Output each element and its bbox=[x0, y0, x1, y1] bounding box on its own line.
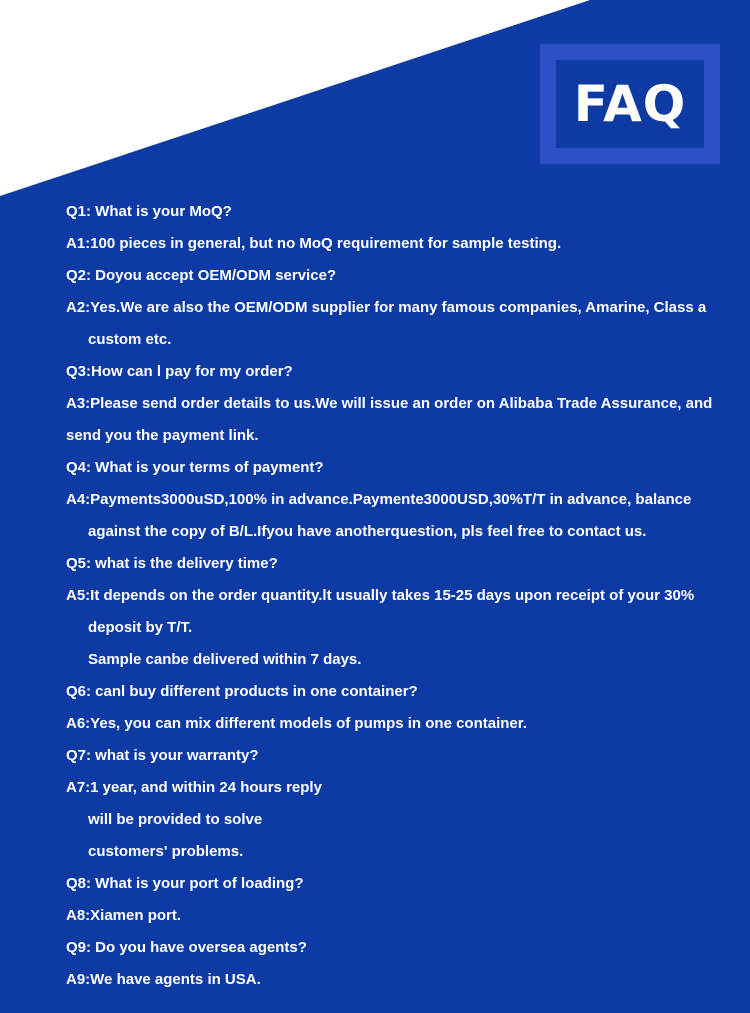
answer-5: A5:It depends on the order quantity.lt usually takes 15-25 days upon receipt of your 30% bbox=[66, 587, 695, 604]
question-6: Q6: canl buy different products in one container? bbox=[66, 683, 418, 700]
faq-title: FAQ bbox=[573, 75, 687, 133]
question-5: Q5: what is the delivery time? bbox=[66, 555, 278, 572]
faq-badge-inner bbox=[556, 60, 704, 148]
answer-1: A1:100 pieces in general, but no MoQ requirement for sample testing. bbox=[66, 235, 562, 252]
answer-5-continued-2: Sample canbe delivered within 7 days. bbox=[88, 651, 362, 668]
answer-7-continued-2: customers' problems. bbox=[88, 843, 244, 860]
answer-2-continued: custom etc. bbox=[88, 331, 172, 348]
question-7: Q7: what is your warranty? bbox=[66, 747, 259, 764]
answer-4-continued: against the copy of B/L.Ifyou have anotherquestion, pls feel free to contact us. bbox=[88, 523, 647, 540]
question-4: Q4: What is your terms of payment? bbox=[66, 459, 324, 476]
answer-2: A2:Yes.We are also the OEM/ODM supplier for many famous companies, Amarine, Class a bbox=[66, 299, 707, 316]
question-8: Q8: What is your port of loading? bbox=[66, 875, 304, 892]
question-9: Q9: Do you have oversea agents? bbox=[66, 939, 307, 956]
question-1: Q1: What is your MoQ? bbox=[66, 203, 232, 220]
answer-8: A8:Xiamen port. bbox=[66, 907, 182, 924]
faq-list bbox=[66, 196, 713, 996]
answer-4: A4:Payments3000uSD,100% in advance.Paymente3000USD,30%T/T in advance, balance bbox=[66, 491, 692, 508]
answer-3-continued: send you the payment link. bbox=[66, 427, 259, 444]
answer-3: A3:Please send order details to us.We will issue an order on Alibaba Trade Assurance, and bbox=[66, 395, 713, 412]
question-3: Q3:How can l pay for my order? bbox=[66, 363, 293, 380]
answer-9: A9:We have agents in USA. bbox=[66, 971, 261, 988]
question-2: Q2: Doyou accept OEM/ODM service? bbox=[66, 267, 337, 284]
faq-badge bbox=[540, 44, 720, 164]
answer-6: A6:Yes, you can mix different models of pumps in one container. bbox=[66, 715, 527, 732]
answer-5-continued: deposit by T/T. bbox=[88, 619, 193, 636]
answer-7: A7:1 year, and within 24 hours reply bbox=[66, 779, 322, 796]
answer-7-continued: will be provided to solve bbox=[88, 811, 263, 828]
